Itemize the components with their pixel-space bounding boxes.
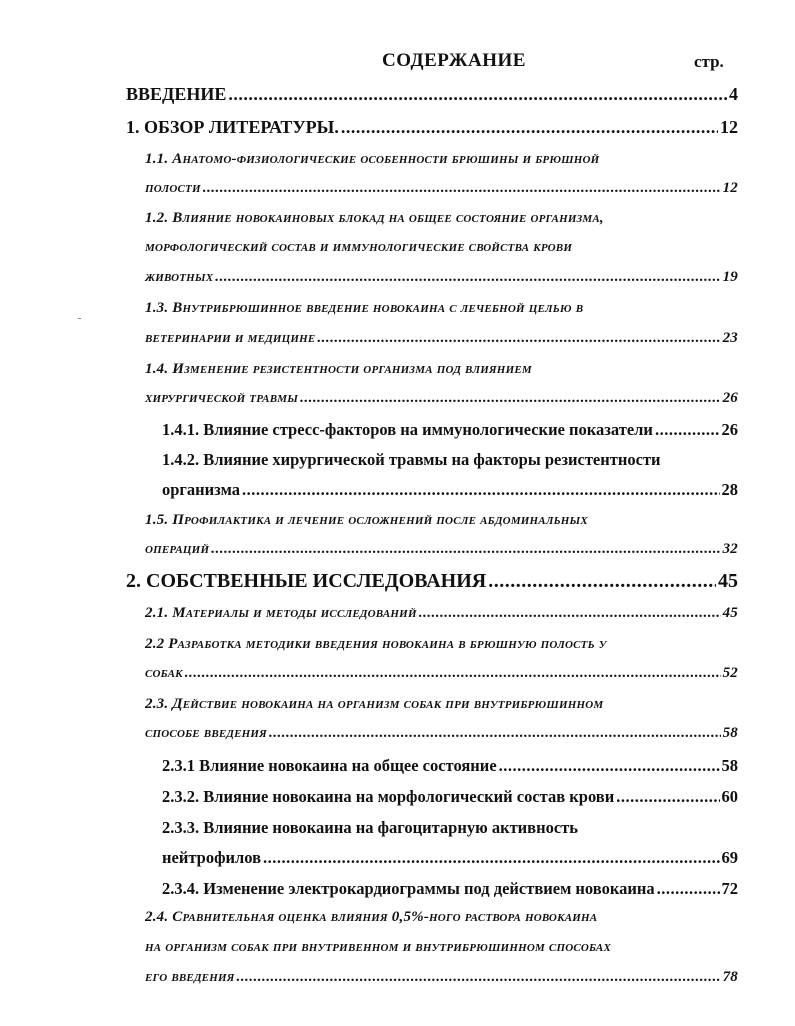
toc-entry-title: 2.3.4. Изменение электрокардиограммы под действием новокаина [162,879,655,898]
toc-entry-page: 26 [721,420,738,439]
leader-dots [300,390,721,407]
toc-entry-page: 52 [722,665,738,681]
page-column-label: стр. [694,52,724,71]
toc-entry-1-2[interactable] [145,269,738,286]
toc-entry-2-3-3[interactable] [162,848,738,868]
toc-entry-page: 78 [722,969,738,985]
toc-entry-title: хирургической травмы [145,390,299,406]
toc-entry-2-4-line2: на организм собак при внутривенном и внутрибрюшинном способах [145,939,611,955]
toc-entry-page: 45 [722,605,738,621]
leader-dots [242,480,720,500]
toc-entry-title: 1. ОБЗОР ЛИТЕРАТУРЫ. [126,117,339,137]
leader-dots [419,605,721,622]
toc-entry-page: 69 [721,848,738,867]
toc-entry-title: животных [145,269,214,285]
toc-entry-title: организма [162,480,240,499]
toc-entry-1-5-line1: 1.5. Профилактика и лечение осложнений после абдоминальных [145,512,588,528]
toc-entry-page: 58 [722,725,738,741]
toc-entry-2-3-4[interactable] [162,879,738,899]
toc-entry-title: собак [145,665,183,681]
toc-entry-page: 4 [729,84,738,104]
toc-entry-2-2[interactable] [145,665,738,682]
toc-entry-1-4[interactable] [145,390,738,407]
toc-entry-page: 72 [721,879,738,898]
toc-entry-1-2-line1: 1.2. Влияние новокаиновых блокад на общее состояние организма, [145,210,604,226]
toc-entry-chapter-2[interactable] [126,570,738,593]
toc-entry-title: ветеринарии и медицине [145,330,316,346]
toc-entry-1-3[interactable] [145,330,738,347]
toc-entry-2-3-1[interactable] [162,756,738,776]
page-title: СОДЕРЖАНИЕ [382,50,526,71]
toc-entry-1-4-2-line1: 1.4.2. Влияние хирургической травмы на факторы резистентности [162,450,661,469]
toc-entry-title: операций [145,541,210,557]
toc-entry-title: 2.1. Материалы и методы исследований [145,605,417,621]
toc-entry-2-2-line1: 2.2 Разработка методики введения новокаина в брюшную полость у [145,636,607,652]
toc-entry-page: 32 [722,541,738,557]
leader-dots [269,725,721,742]
leader-dots [488,570,716,593]
toc-entry-title: нейтрофилов [162,848,261,867]
toc-entry-2-3-line1: 2.3. Действие новокаина на организм собак при внутрибрюшинном [145,696,604,712]
toc-entry-title: его введения [145,969,235,985]
leader-dots [263,848,720,868]
leader-dots [657,879,720,899]
toc-entry-1-3-line1: 1.3. Внутрибрюшинное введение новокаина с лечебной целью в [145,300,584,316]
toc-entry-page: 12 [720,117,738,137]
toc-entry-page: 60 [721,787,738,806]
leader-dots [499,756,720,776]
leader-dots [211,541,720,558]
leader-dots [203,180,721,197]
leader-dots [341,117,718,138]
leader-dots [236,969,720,986]
toc-entry-2-3[interactable] [145,725,738,742]
leader-dots [185,665,721,682]
toc-entry-1-5[interactable] [145,541,738,558]
toc-entry-page: 12 [722,180,738,196]
toc-entry-2-3-2[interactable] [162,787,738,807]
toc-entry-title: 2.3.2. Влияние новокаина на морфологический состав крови [162,787,615,806]
toc-entry-title: способе введения [145,725,267,741]
toc-entry-title: ВВЕДЕНИЕ [126,84,227,104]
toc-entry-page: 28 [721,480,738,499]
toc-entry-1-4-2[interactable] [162,480,738,500]
toc-entry-chapter-1[interactable] [126,117,738,138]
toc-entry-2-1[interactable] [145,605,738,622]
toc-entry-page: 26 [722,390,738,406]
scan-speck [78,318,81,319]
toc-entry-1-2-line2: морфологический состав и иммунологические свойства крови [145,239,573,255]
toc-entry-2-4-line1: 2.4. Сравнительная оценка влияния 0,5%-ного раствора новокаина [145,909,598,925]
toc-entry-page: 45 [718,570,738,592]
toc-entry-2-3-3-line1: 2.3.3. Влияние новокаина на фагоцитарную активность [162,818,579,837]
toc-entry-page: 19 [722,269,738,285]
toc-entry-1-4-line1: 1.4. Изменение резистентности организма под влиянием [145,361,532,377]
toc-entry-1-1[interactable] [145,180,738,197]
leader-dots [215,269,720,286]
leader-dots [317,330,720,347]
toc-entry-page: 23 [722,330,738,346]
toc-entry-page: 58 [721,756,738,775]
toc-entry-1-1-line1: 1.1. Анатомо-физиологические особенности брюшины и брюшной [145,151,600,167]
leader-dots [616,787,719,807]
toc-entry-1-4-1[interactable] [162,420,738,440]
toc-entry-title: 2. СОБСТВЕННЫЕ ИССЛЕДОВАНИЯ [126,570,487,592]
toc-entry-intro[interactable] [126,84,738,105]
toc-header [0,50,795,74]
leader-dots [228,84,727,105]
toc-entry-title: 1.4.1. Влияние стресс-факторов на иммунологические показатели [162,420,653,439]
toc-entry-title: полости [145,180,201,196]
toc-entry-title: 2.3.1 Влияние новокаина на общее состояние [162,756,497,775]
leader-dots [655,420,720,440]
toc-entry-2-4[interactable] [145,969,738,986]
